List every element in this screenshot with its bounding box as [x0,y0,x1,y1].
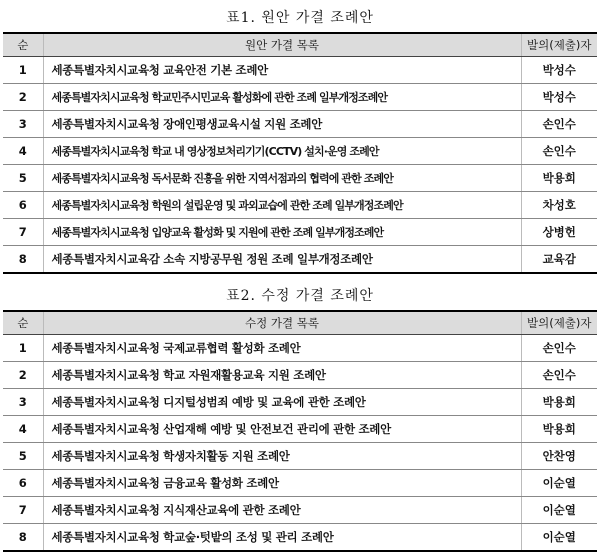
table1-header-title: 원안 가결 목록 [43,33,521,57]
row-num: 3 [3,389,43,416]
row-proposer: 박성수 [521,57,597,84]
original-approved-table [3,32,597,274]
row-title: 세종특별자치시교육청 장애인평생교육시설 지원 조례안 [43,111,521,138]
table2-header-row [3,311,597,335]
row-proposer: 박성수 [521,84,597,111]
table-row [3,111,597,138]
row-num: 6 [3,192,43,219]
row-proposer: 차성호 [521,192,597,219]
table-row [3,524,597,552]
row-title: 세종특별자치시교육청 학교 내 영상정보처리기기(CCTV) 설치·운영 조례안 [43,138,521,165]
table-row [3,219,597,246]
table2-caption: 표2. 수정 가결 조례안 [226,288,374,304]
table1-caption: 표1. 원안 가결 조례안 [226,10,374,26]
row-title: 세종특별자치시교육청 학생자치활동 지원 조례안 [43,443,521,470]
row-title: 세종특별자치시교육청 학교 자원재활용교육 지원 조례안 [43,362,521,389]
row-proposer: 손인수 [521,335,597,362]
table-row [3,362,597,389]
row-proposer: 손인수 [521,138,597,165]
row-num: 3 [3,111,43,138]
row-num: 1 [3,335,43,362]
row-title: 세종특별자치시교육청 국제교류협력 활성화 조례안 [43,335,521,362]
row-proposer: 교육감 [521,246,597,274]
row-num: 5 [3,165,43,192]
row-title: 세종특별자치시교육청 입양교육 활성화 및 지원에 관한 조례 일부개정조례안 [43,219,521,246]
row-title: 세종특별자치시교육청 독서문화 진흥을 위한 지역서점과의 협력에 관한 조례안 [43,165,521,192]
row-title: 세종특별자치시교육청 산업재해 예방 및 안전보건 관리에 관한 조례안 [43,416,521,443]
table2-header-title: 수정 가결 목록 [43,311,521,335]
row-num: 5 [3,443,43,470]
row-proposer: 이순열 [521,470,597,497]
table-row [3,246,597,274]
table1-header-num: 순 [3,33,43,57]
row-title: 세종특별자치시교육청 학원의 설립운영 및 과외교습에 관한 조례 일부개정조례안 [43,192,521,219]
row-proposer: 손인수 [521,111,597,138]
row-num: 4 [3,138,43,165]
row-title: 세종특별자치시교육청 금융교육 활성화 조례안 [43,470,521,497]
row-proposer: 이순열 [521,524,597,552]
table-row [3,470,597,497]
amended-approved-table [3,310,597,552]
table-row [3,192,597,219]
row-proposer: 손인수 [521,362,597,389]
row-title: 세종특별자치시교육청 학교숲·텃밭의 조성 및 관리 조례안 [43,524,521,552]
table-row [3,84,597,111]
table2-header-proposer: 발의(제출)자 [521,311,597,335]
row-proposer: 박용희 [521,165,597,192]
table-row [3,57,597,84]
row-num: 8 [3,524,43,552]
table-row [3,335,597,362]
table1-header-row [3,33,597,57]
row-proposer: 이순열 [521,497,597,524]
row-num: 1 [3,57,43,84]
table-row [3,497,597,524]
row-num: 2 [3,362,43,389]
row-proposer: 안찬영 [521,443,597,470]
row-num: 4 [3,416,43,443]
row-num: 6 [3,470,43,497]
row-title: 세종특별자치시교육청 디지털성범죄 예방 및 교육에 관한 조례안 [43,389,521,416]
row-title: 세종특별자치시교육청 지식재산교육에 관한 조례안 [43,497,521,524]
row-proposer: 박용희 [521,416,597,443]
table-row [3,138,597,165]
table-row [3,165,597,192]
row-num: 7 [3,497,43,524]
table-row [3,416,597,443]
row-num: 7 [3,219,43,246]
table-row [3,443,597,470]
row-num: 2 [3,84,43,111]
table-row [3,389,597,416]
row-title: 세종특별자치시교육청 학교민주시민교육 활성화에 관한 조례 일부개정조례안 [43,84,521,111]
row-title: 세종특별자치시교육청 교육안전 기본 조례안 [43,57,521,84]
row-proposer: 상병헌 [521,219,597,246]
table2-header-num: 순 [3,311,43,335]
table1-header-proposer: 발의(제출)자 [521,33,597,57]
row-title: 세종특별자치시교육감 소속 지방공무원 정원 조례 일부개정조례안 [43,246,521,274]
row-num: 8 [3,246,43,274]
row-proposer: 박용희 [521,389,597,416]
